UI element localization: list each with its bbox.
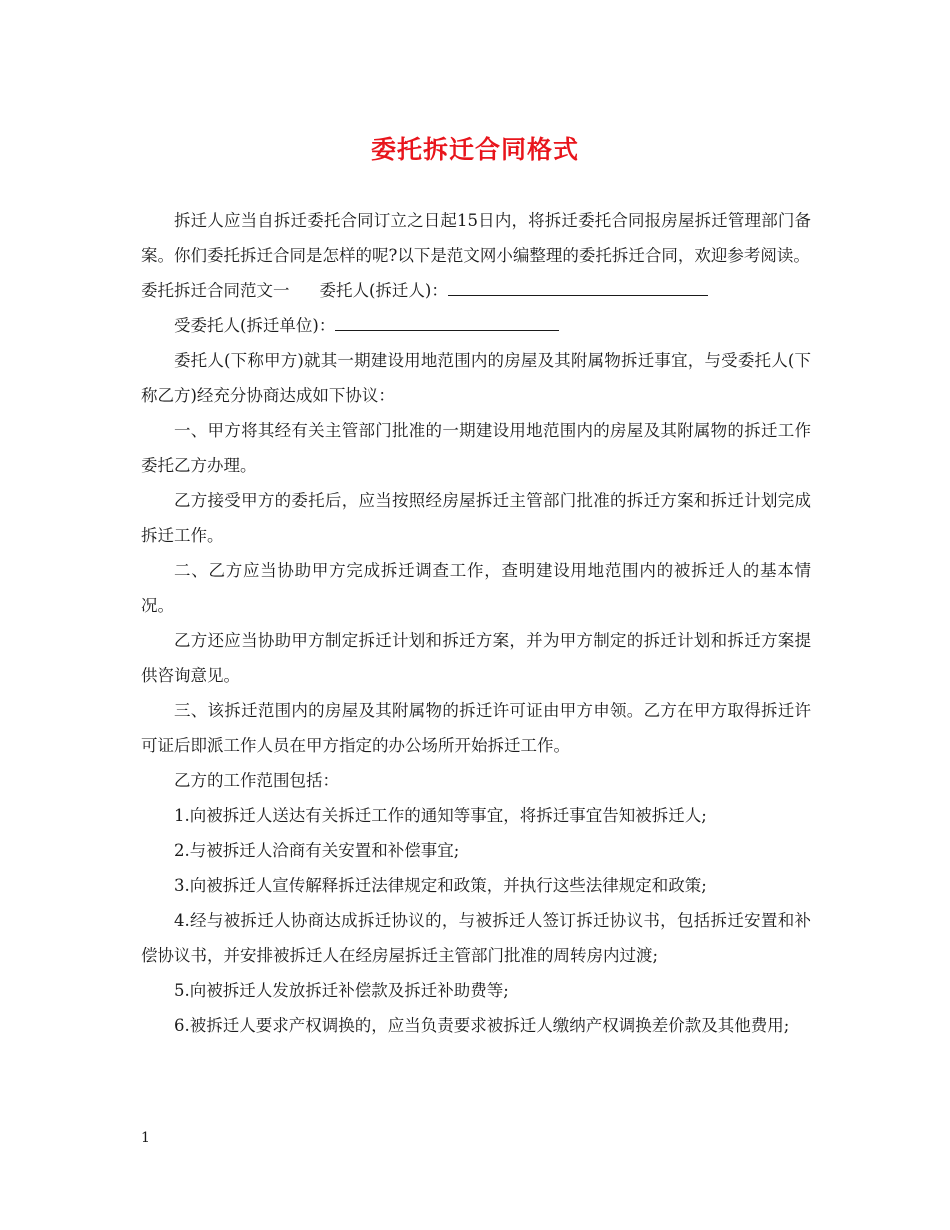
body-paragraph: 乙方接受甲方的委托后，应当按照经房屋拆迁主管部门批准的拆迁方案和拆迁计划完成拆迁工作。 — [141, 491, 811, 545]
list-item: 4.经与被拆迁人协商达成拆迁协议的，与被拆迁人签订拆迁协议书，包括拆迁安置和补偿协议书，并安排被拆迁人在经房屋拆迁主管部门批准的周转房内过渡; — [141, 911, 811, 965]
agent-line — [141, 308, 811, 343]
agent-label: 受委托人(拆迁单位)： — [174, 316, 336, 335]
client-label: 委托人(拆迁人)： — [319, 281, 448, 300]
agent-blank-line — [335, 308, 559, 331]
intro-paragraph: 拆迁人应当自拆迁委托合同订立之日起15日内，将拆迁委托合同报房屋拆迁管理部门备案。你们委托拆迁合同是怎样的呢?以下是范文网小编整理的委托拆迁合同，欢迎参考阅读。 — [141, 211, 811, 265]
body-paragraph: 三、该拆迁范围内的房屋及其附属物的拆迁许可证由甲方申领。乙方在甲方取得拆迁许可证后即派工作人员在甲方指定的办公场所开始拆迁工作。 — [141, 701, 811, 755]
list-item: 2.与被拆迁人洽商有关安置和补偿事宜; — [174, 841, 460, 860]
document-title: 委托拆迁合同格式 — [370, 135, 579, 164]
client-blank-line — [448, 273, 708, 296]
document-body — [141, 203, 811, 1043]
body-paragraph: 乙方的工作范围包括： — [174, 771, 339, 790]
sample-heading: 委托拆迁合同范文一 — [141, 281, 290, 300]
body-paragraph: 一、甲方将其经有关主管部门批准的一期建设用地范围内的房屋及其附属物的拆迁工作委托乙方办理。 — [141, 421, 811, 475]
body-paragraph: 二、乙方应当协助甲方完成拆迁调查工作，查明建设用地范围内的被拆迁人的基本情况。 — [141, 561, 811, 615]
body-paragraph: 委托人(下称甲方)就其一期建设用地范围内的房屋及其附属物拆迁事宜，与受委托人(下称乙方)经充分协商达成如下协议： — [141, 351, 811, 405]
list-item: 6.被拆迁人要求产权调换的，应当负责要求被拆迁人缴纳产权调换差价款及其他费用; — [174, 1016, 790, 1035]
list-item: 3.向被拆迁人宣传解释拆迁法律规定和政策，并执行这些法律规定和政策; — [174, 876, 707, 895]
body-paragraph: 乙方还应当协助甲方制定拆迁计划和拆迁方案，并为甲方制定的拆迁计划和拆迁方案提供咨询意见。 — [141, 631, 811, 685]
list-item: 1.向被拆迁人送达有关拆迁工作的通知等事宜，将拆迁事宜告知被拆迁人; — [174, 806, 707, 825]
client-line — [141, 273, 811, 308]
list-item: 5.向被拆迁人发放拆迁补偿款及拆迁补助费等; — [174, 981, 509, 1000]
page-number: 1 — [141, 1130, 150, 1146]
